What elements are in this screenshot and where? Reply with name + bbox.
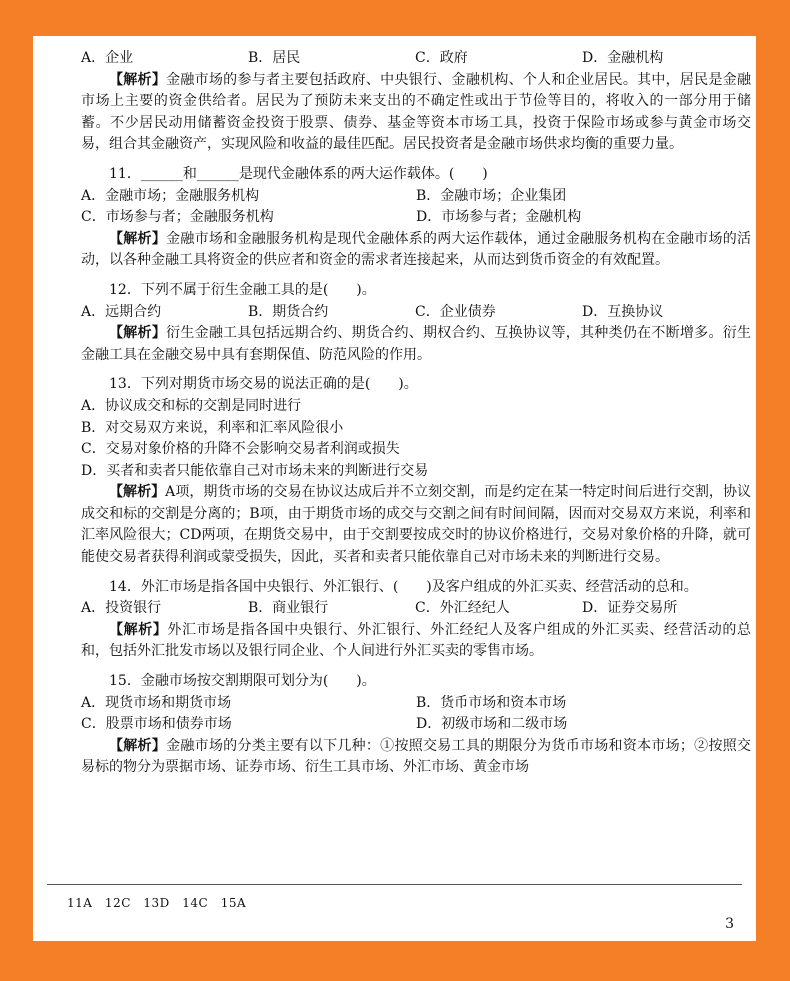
option-c: C．外汇经纪人	[415, 600, 510, 617]
analysis-tag: 【解析】	[109, 230, 167, 247]
analysis-text: 金融市场的参与者主要包括政府、中央银行、金融机构、个人和企业居民。其中，居民是金融市场上主要的资金供给者。居民为了预防未来支出的不确定性或出于节俭等目的，将收入的一部分用于储蓄。不少居民动用储蓄资金投资于股票、债券、基金等资本市场工具，投资于保险市场或参与黄金市场交易，组合其金融资产，实现风险和收益的最佳匹配。居民投资者是金融市场供求均衡的重要力量。	[81, 71, 752, 153]
analysis	[81, 70, 751, 156]
question-stem: 13．下列对期货市场交易的说法正确的是( )。	[109, 376, 418, 393]
analysis-tag: 【解析】	[109, 621, 168, 638]
option-b: B．期货合约	[248, 303, 329, 320]
analysis-tag: 【解析】	[109, 737, 167, 754]
option-b: B．对交易双方来说，利率和汇率风险很小	[81, 419, 344, 436]
analysis-tag: 【解析】	[109, 71, 167, 88]
question-stem: 11．______和______是现代金融体系的两大运作载体。( )	[109, 165, 488, 182]
analysis-text: A项，期货市场的交易在协议达成后并不立刻交割，而是约定在某一特定时间后进行交割，协议成交和标的交割是分离的；B项，由于期货市场的成交与交割之间有时间间隔，因而对交易双方来说，利率和汇率风险很大；CD两项，在期货交易中，由于交割要按成交时的协议价格进行，交易对象价格的升降，就可能使交易者获得利润或蒙受损失，因此，买者和卖者只能依靠自己对市场未来的判断进行交易。	[81, 484, 752, 566]
analysis-text: 金融市场的分类主要有以下几种：①按照交易工具的期限分为货币市场和资本市场；②按照交易标的物分为票据市场、证券市场、衍生工具市场、外汇市场、黄金市场	[81, 737, 752, 776]
option-a: A．企业	[81, 50, 134, 66]
option-b: B．居民	[248, 50, 301, 66]
analysis	[81, 323, 751, 366]
analysis	[81, 482, 751, 568]
question-11	[81, 164, 751, 272]
option-a: A．金融市场；金融服务机构	[81, 187, 260, 204]
analysis-text: 外汇市场是指各国中央银行、外汇银行、外汇经纪人及客户组成的外汇买卖、经营活动的总和，包括外汇批发市场以及银行同企业、个人间进行外汇买卖的零售市场。	[81, 621, 752, 660]
options-row	[81, 207, 751, 229]
question-12	[81, 280, 751, 366]
option-a: A．投资银行	[81, 600, 162, 617]
options-row	[81, 714, 751, 736]
option-a: A．远期合约	[81, 303, 162, 320]
options-row	[81, 48, 751, 70]
analysis	[81, 229, 751, 272]
question-10	[81, 48, 751, 156]
option-d: D．金融机构	[582, 50, 664, 66]
footer-divider	[47, 884, 742, 885]
option-c: C．政府	[415, 50, 468, 66]
question-stem: 12．下列不属于衍生金融工具的是( )。	[109, 281, 376, 298]
question-13	[81, 374, 751, 568]
page-number: 3	[725, 916, 734, 932]
option-b: B．货币市场和资本市场	[416, 694, 567, 711]
option-b: B．商业银行	[248, 600, 329, 617]
option-d: D．证券交易所	[582, 600, 678, 617]
document-page	[33, 36, 756, 941]
option-d: D．买者和卖者只能依靠自己对市场未来的判断进行交易	[81, 462, 429, 479]
question-15	[81, 671, 751, 779]
option-c: C．市场参与者；金融服务机构	[81, 209, 274, 226]
option-a: A．协议成交和标的交割是同时进行	[81, 397, 302, 414]
analysis-text: 衍生金融工具包括远期合约、期货合约、期权合约、互换协议等，其种类仍在不断增多。衍生金融工具在金融交易中具有套期保值、防范风险的作用。	[81, 325, 752, 363]
analysis-text: 金融市场和金融服务机构是现代金融体系的两大运作载体，通过金融服务机构在金融市场的活动，以各种金融工具将资金的供应者和资金的需求者连接起来，从而达到货币资金的有效配置。	[81, 230, 752, 269]
analysis-tag: 【解析】	[109, 484, 166, 501]
analysis	[81, 620, 751, 663]
option-c: C．企业债券	[415, 303, 496, 320]
option-b: B．金融市场；企业集团	[416, 187, 567, 204]
answer-key: 11A 12C 13D 14C 15A	[67, 896, 247, 910]
option-c: C．交易对象价格的升降不会影响交易者利润或损失	[81, 441, 400, 458]
option-a: A．现货市场和期货市场	[81, 694, 232, 711]
options-row	[81, 302, 751, 324]
analysis	[81, 736, 751, 779]
option-d: D．市场参与者；金融机构	[416, 209, 582, 226]
page-content	[81, 48, 751, 779]
question-14	[81, 577, 751, 663]
option-c: C．股票市场和债券市场	[81, 716, 232, 733]
option-d: D．初级市场和二级市场	[416, 716, 568, 733]
question-stem: 14．外汇市场是指各国中央银行、外汇银行、( )及客户组成的外汇买卖、经营活动的总和。	[109, 578, 698, 595]
options-row	[81, 186, 751, 208]
analysis-tag: 【解析】	[109, 325, 167, 342]
options-row	[81, 693, 751, 715]
option-d: D．互换协议	[582, 303, 664, 320]
question-stem: 15．金融市场按交割期限可划分为( )。	[109, 673, 376, 690]
options-row	[81, 598, 751, 620]
